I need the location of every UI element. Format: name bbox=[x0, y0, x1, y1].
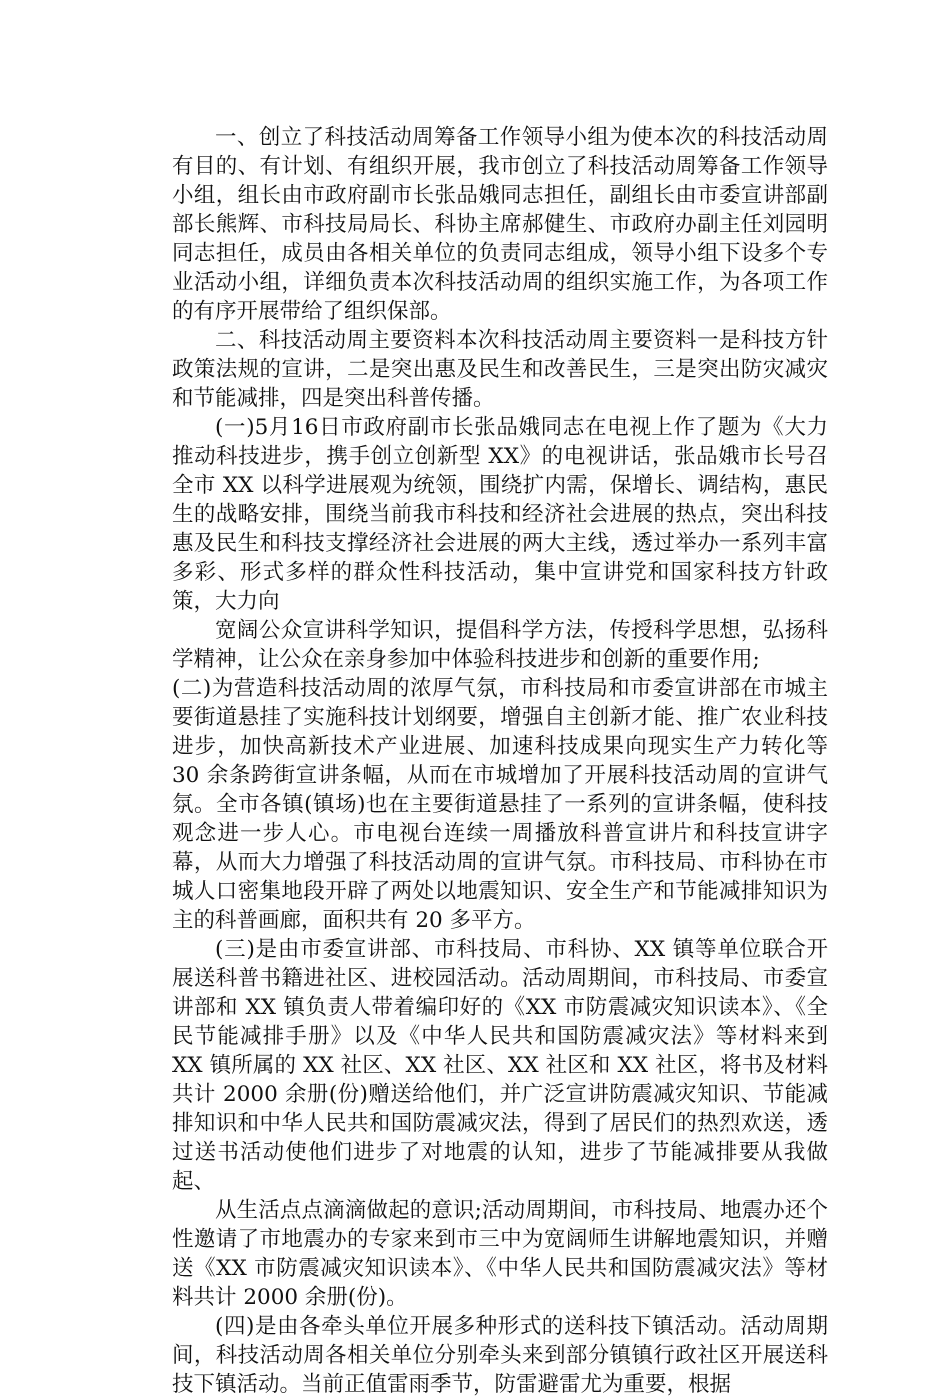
paragraph-public-outreach: 宽阔公众宣讲科学知识，提倡科学方法，传授科学思想，弘扬科学精神，让公众在亲身参加中体验科技进步和创新的重要作用; bbox=[172, 618, 828, 672]
document-body bbox=[172, 123, 828, 1399]
paragraph-books-to-community: (三)是由市委宣讲部、市科技局、市科协、XX 镇等单位联合开展送科普书籍进社区、进校园活动。活动周期间，市科技局、市委宣讲部和 XX 镇负责人带着编印好的《XX 市防震减灾知识读本》、《全民节能减排手册》以及《中华人民共和国防震减灾法》等材料来到 XX 镇所属的 XX 社区、XX 社区、XX 社区和 XX 社区，将书及材料共计 2000 余册(份)赠送给他们，并广泛宣讲防震减灾知识、节能减排知识和中华人民共和国防震减灾法，得到了居民们的热烈欢送，透过送书活动使他们进步了对地震的认知，进步了节能减排要从我做起、 bbox=[172, 937, 828, 1194]
paragraph-tech-to-towns: (四)是由各牵头单位开展多种形式的送科技下镇活动。活动周期间，科技活动周各相关单位分别牵头来到部分镇镇行政社区开展送科技下镇活动。当前正值雷雨季节，防雷避雷尤为重要，根据 bbox=[172, 1314, 828, 1397]
paragraph-main-content: 二、科技活动周主要资料本次科技活动周主要资料一是科技方针政策法规的宣讲，二是突出惠及民生和改善民生，三是突出防灾减灾和节能减排，四是突出科普传播。 bbox=[172, 328, 828, 411]
paragraph-publicity-atmosphere: (二)为营造科技活动周的浓厚气氛，市科技局和市委宣讲部在市城主要街道悬挂了实施科技计划纲要，增强自主创新才能、推广农业科技进步，加快高新技术产业进展、加速科技成果向现实生产力转化等 30 余条跨街宣讲条幅，从而在市城增加了开展科技活动周的宣讲气氛。全市各镇(镇场)也在主要街道悬挂了一系列的宣讲条幅，使科技观念进一步人心。市电视台连续一周播放科普宣讲片和科技宣讲字幕，从而大力增强了科技活动周的宣讲气氛。市科技局、市科协在市城人口密集地段开辟了两处以地震知识、安全生产和节能减排知识为主的科普画廊，面积共有 20 多平方。 bbox=[172, 676, 828, 933]
paragraph-earthquake-lecture: 从生活点点滴滴做起的意识;活动周期间，市科技局、地震办还个性邀请了市地震办的专家来到市三中为宽阔师生讲解地震知识，并赠送《XX 市防震减灾知识读本》、《中华人民共和国防震减灾法》等材料共计 2000 余册(份)。 bbox=[172, 1198, 828, 1310]
paragraph-leadership-group: 一、创立了科技活动周筹备工作领导小组为使本次的科技活动周有目的、有计划、有组织开展，我市创立了科技活动周筹备工作领导小组，组长由市政府副市长张品娥同志担任，副组长由市委宣讲部副部长熊辉、市科技局局长、科协主席郝健生、市政府办副主任刘园明同志担任，成员由各相关单位的负责同志组成，领导小组下设多个专业活动小组，详细负责本次科技活动周的组织实施工作，为各项工作的有序开展带给了组织保部。 bbox=[172, 125, 828, 324]
paragraph-tv-speech: (一)5月16日市政府副市长张品娥同志在电视上作了题为《大力推动科技进步，携手创立创新型 XX》的电视讲话，张品娥市长号召全市 XX 以科学进展观为统领，围绕扩内需，保增长、调结构，惠民生的战略安排，围绕当前我市科技和经济社会进展的热点，突出科技惠及民生和科技支撑经济社会进展的两大主线，透过举办一系列丰富多彩、形式多样的群众性科技活动，集中宣讲党和国家科技方针政策，大力向 bbox=[172, 415, 828, 614]
